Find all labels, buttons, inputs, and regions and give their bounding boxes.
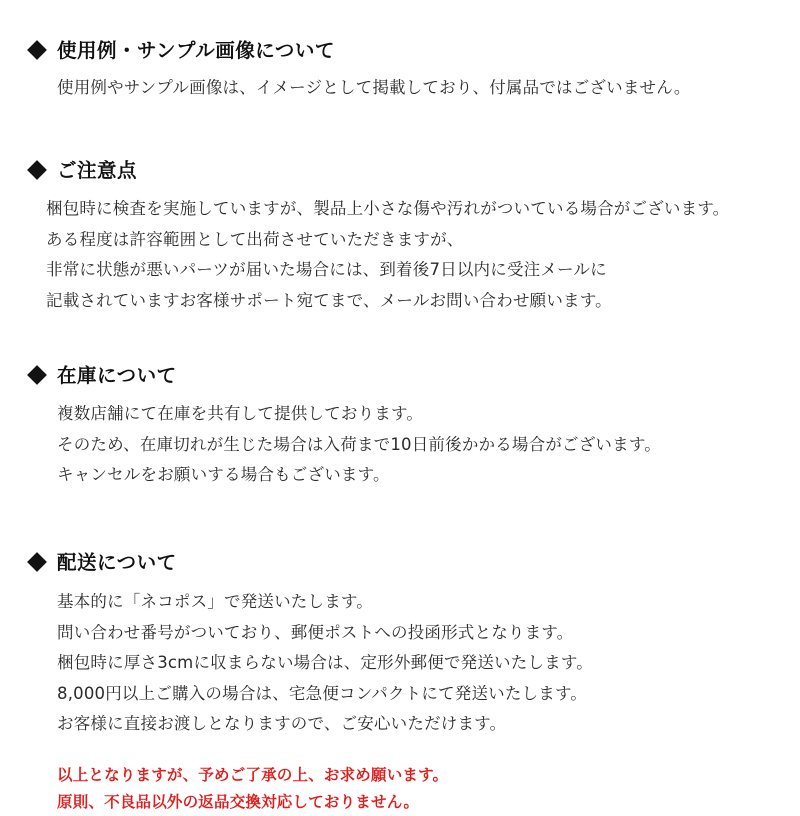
body-line: キャンセルをお願いする場合もございます。 — [57, 465, 390, 485]
diamond-icon — [27, 40, 47, 60]
section-heading-label: ご注意点 — [57, 158, 138, 182]
body-line: 非常に状態が悪いパーツが届いた場合には、到着後7日以内に受注メールに — [46, 260, 607, 280]
section-heading-label: 使用例・サンプル画像について — [57, 39, 335, 62]
section-heading — [30, 548, 770, 577]
section-heading — [30, 156, 770, 185]
section-body — [30, 194, 770, 316]
notice-line: 以上となりますが、予めご了承の上、お求め願います。 — [57, 765, 449, 784]
section-sample-images — [30, 36, 770, 104]
body-line: 梱包時に検査を実施していますが、製品上小さな傷や汚れがついている場合がございます。 — [46, 199, 730, 219]
body-line: 基本的に「ネコポス」で発送いたします。 — [57, 592, 373, 612]
section-heading — [30, 361, 770, 390]
notice-line: 原則、不良品以外の返品交換対応しておりません。 — [57, 792, 420, 811]
section-caution — [30, 156, 770, 316]
section-shipping — [30, 548, 770, 740]
section-body — [30, 587, 770, 740]
section-heading-label: 在庫について — [57, 364, 177, 388]
body-line: お客様に直接お渡しとなりますので、ご安心いただけます。 — [57, 714, 507, 734]
body-line: 記載されていますお客様サポート宛てまで、メールお問い合わせ願います。 — [46, 290, 612, 310]
section-body — [30, 73, 770, 104]
body-line: 梱包時に厚さ3cmに収まらない場合は、定形外郵便で発送いたします。 — [57, 653, 593, 673]
diamond-icon — [27, 365, 47, 385]
body-line: 8,000円以上ご購入の場合は、宅急便コンパクトにて発送いたします。 — [57, 683, 588, 703]
body-line: 使用例やサンプル画像は、イメージとして掲載しており、付属品ではございません。 — [57, 78, 691, 98]
diamond-icon — [27, 552, 47, 572]
section-heading — [30, 36, 770, 65]
body-line: ある程度は許容範囲として出荷させていただきますが、 — [46, 229, 464, 249]
section-heading-label: 配送について — [57, 550, 177, 574]
body-line: そのため、在庫切れが生じた場合は入荷まで10日前後かかる場合がございます。 — [57, 434, 661, 454]
body-line: 問い合わせ番号がついており、郵便ポストへの投函形式となります。 — [57, 622, 574, 642]
section-stock — [30, 361, 770, 491]
section-body — [30, 399, 770, 491]
closing-notice — [30, 762, 770, 816]
diamond-icon — [27, 160, 47, 180]
body-line: 複数店舗にて在庫を共有して提供しております。 — [57, 404, 424, 424]
